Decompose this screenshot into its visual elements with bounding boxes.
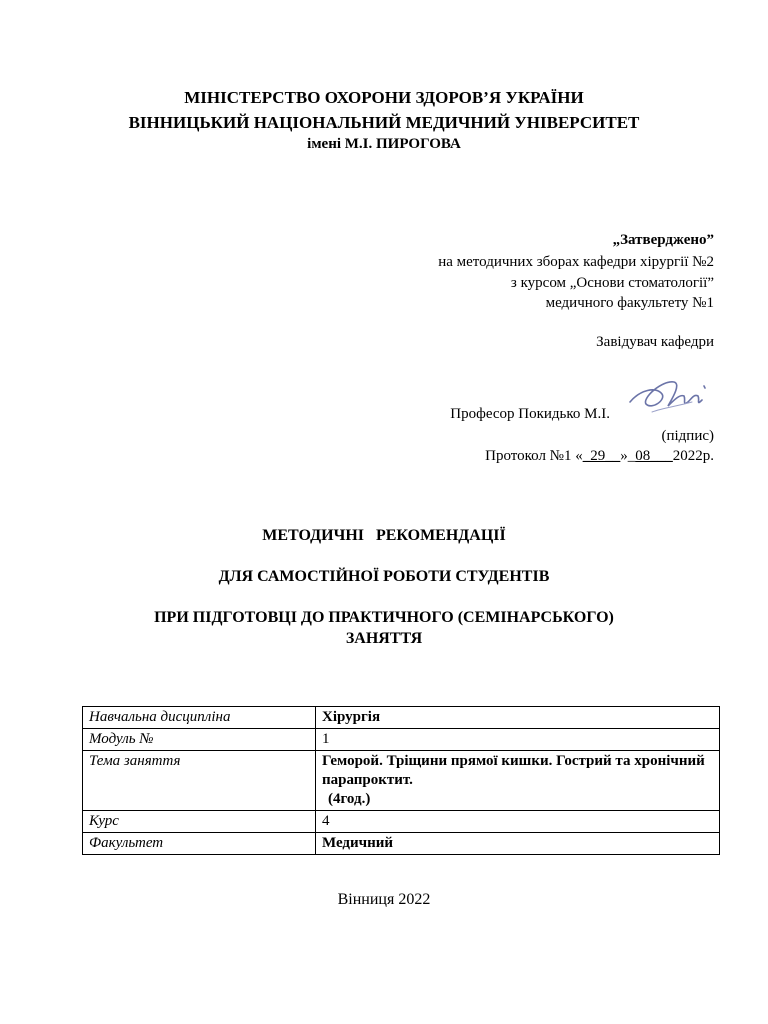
row-value: 4 [316,811,720,833]
ministry-heading: МІНІСТЕРСТВО ОХОРОНИ ЗДОРОВ’Я УКРАЇНИ [184,88,584,107]
approval-line-3: медичного факультету №1 [545,295,714,311]
topic-hours: (4год.) [328,791,371,807]
table-row [83,751,720,811]
table-row [83,833,720,855]
protocol-mid: »_ [620,448,636,464]
protocol-month: 08___ [635,448,673,464]
protocol-line [485,448,714,465]
handwritten-signature [622,372,718,420]
university-named-after: імені М.І. ПИРОГОВА [307,136,461,152]
signature-label: (підпис) [661,428,714,444]
approved-label: „Затверджено” [612,232,714,248]
protocol-day: _29__ [582,448,621,464]
protocol-prefix: Протокол №1 « [485,448,583,464]
table-row [83,707,720,729]
title-line-4: ЗАНЯТТЯ [345,630,423,647]
row-value: Хірургія [316,707,720,729]
info-table [82,706,720,855]
title-line-3: ПРИ ПІДГОТОВЦІ ДО ПРАКТИЧНОГО (СЕМІНАРСЬКОГО) [154,609,614,626]
university-heading: ВІННИЦЬКИЙ НАЦІОНАЛЬНИЙ МЕДИЧНИЙ УНІВЕРСИТЕТ [128,113,640,132]
protocol-year: 2022р. [672,448,714,464]
approval-line-1: на методичних зборах кафедри хірургії №2 [438,254,714,270]
row-label: Модуль № [83,729,316,751]
row-value: Медичний [316,833,720,855]
row-label: Курс [83,811,316,833]
row-label: Факультет [83,833,316,855]
row-value [316,751,720,811]
title-line-1: МЕТОДИЧНІ РЕКОМЕНДАЦІЇ [262,527,506,544]
city-year: Вінниця 2022 [337,891,431,908]
approval-line-2: з курсом „Основи стоматології” [510,275,714,291]
row-label: Навчальна дисципліна [83,707,316,729]
table-row [83,811,720,833]
row-label: Тема заняття [83,751,316,811]
table-row [83,729,720,751]
row-value: 1 [316,729,720,751]
professor-name: Професор Покидько М.І. [450,406,610,422]
topic-text: Геморой. Тріщини прямої кишки. Гострий та хронічний парапроктит. [322,753,705,788]
head-of-department-label: Завідувач кафедри [596,334,714,350]
title-line-2: ДЛЯ САМОСТІЙНОЇ РОБОТИ СТУДЕНТІВ [218,568,550,585]
